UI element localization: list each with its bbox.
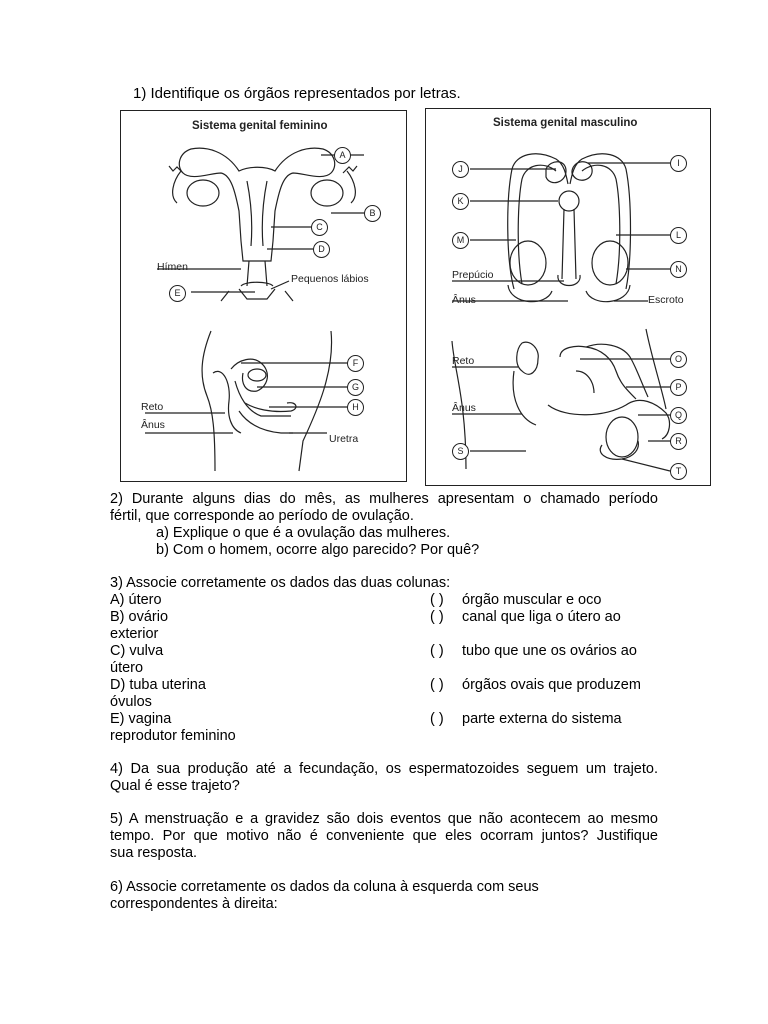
letter-f: F [347,355,364,372]
letter-b: B [364,205,381,222]
letter-n: N [670,261,687,278]
q3-left-a: A) útero [110,592,162,608]
letter-a: A [334,147,351,164]
letter-s: S [452,443,469,460]
letter-o: O [670,351,687,368]
letter-e: E [169,285,186,302]
label-prepucio: Prepúcio [452,269,494,281]
female-panel-title: Sistema genital feminino [192,120,328,132]
label-anus-front: Ânus [452,294,476,306]
letter-i: I [670,155,687,172]
q2-line1: 2) Durante alguns dias do mês, as mulheres apresentam o chamado período [110,491,658,507]
q3-paren-4[interactable]: ( ) [430,677,444,693]
label-pequenos-labios: Pequenos lábios [291,273,369,285]
q4-line1: 4) Da sua produção até a fecundação, os espermatozoides seguem um trajeto. [110,761,658,777]
q3-title: 3) Associe corretamente os dados das duas colunas: [110,575,451,591]
letter-p: P [670,379,687,396]
q3-left-e: E) vagina [110,711,172,727]
q3-paren-3[interactable]: ( ) [430,643,444,659]
q3-paren-2[interactable]: ( ) [430,609,444,625]
letter-t: T [670,463,687,480]
label-escroto: Escroto [648,294,684,306]
female-diagram-panel [120,110,407,482]
label-anus-side: Ânus [452,402,476,414]
q3-left-b: B) ovário [110,609,169,625]
letter-c: C [311,219,328,236]
letter-m: M [452,232,469,249]
label-anus: Ânus [141,419,165,431]
letter-q: Q [670,407,687,424]
q3-wrap-b: exterior [110,626,159,642]
q3-wrap-d: óvulos [110,694,152,710]
letter-j: J [452,161,469,178]
male-diagram-panel [425,108,711,486]
q5-line3: sua resposta. [110,845,198,861]
label-reto-male: Reto [452,355,475,367]
q3-right-1: órgão muscular e oco [462,592,602,608]
male-panel-title: Sistema genital masculino [493,117,638,129]
label-himen: Hímen [157,261,188,273]
q3-paren-1[interactable]: ( ) [430,592,444,608]
q3-left-d: D) tuba uterina [110,677,206,693]
q5-line1: 5) A menstruação e a gravidez são dois eventos que não acontecem ao mesmo [110,811,658,827]
q3-right-5: parte externa do sistema [462,711,622,727]
label-uretra: Uretra [329,433,359,445]
q6-line1: 6) Associe corretamente os dados da coluna à esquerda com seus [110,879,539,895]
q1-title: 1) Identifique os órgãos representados por letras. [133,85,461,102]
letter-h: H [347,399,364,416]
q2-item-a: a) Explique o que é a ovulação das mulheres. [156,525,451,541]
q3-right-3: tubo que une os ovários ao [462,643,637,659]
letter-l: L [670,227,687,244]
q3-wrap-c: útero [110,660,144,676]
q6-line2: correspondentes à direita: [110,896,278,912]
letter-d: D [313,241,330,258]
q2-item-b: b) Com o homem, ocorre algo parecido? Por quê? [156,542,480,558]
q3-wrap-e: reprodutor feminino [110,728,236,744]
q3-left-c: C) vulva [110,643,164,659]
letter-r: R [670,433,687,450]
q3-right-4: órgãos ovais que produzem [462,677,641,693]
q5-line2: tempo. Por que motivo não é conveniente que eles ocorram juntos? Justifique [110,828,658,844]
letter-k: K [452,193,469,210]
q3-right-2: canal que liga o útero ao [462,609,621,625]
label-reto: Reto [141,401,164,413]
q4-line2: Qual é esse trajeto? [110,778,240,794]
q2-line2: fértil, que corresponde ao período de ovulação. [110,508,414,524]
letter-g: G [347,379,364,396]
q3-paren-5[interactable]: ( ) [430,711,444,727]
